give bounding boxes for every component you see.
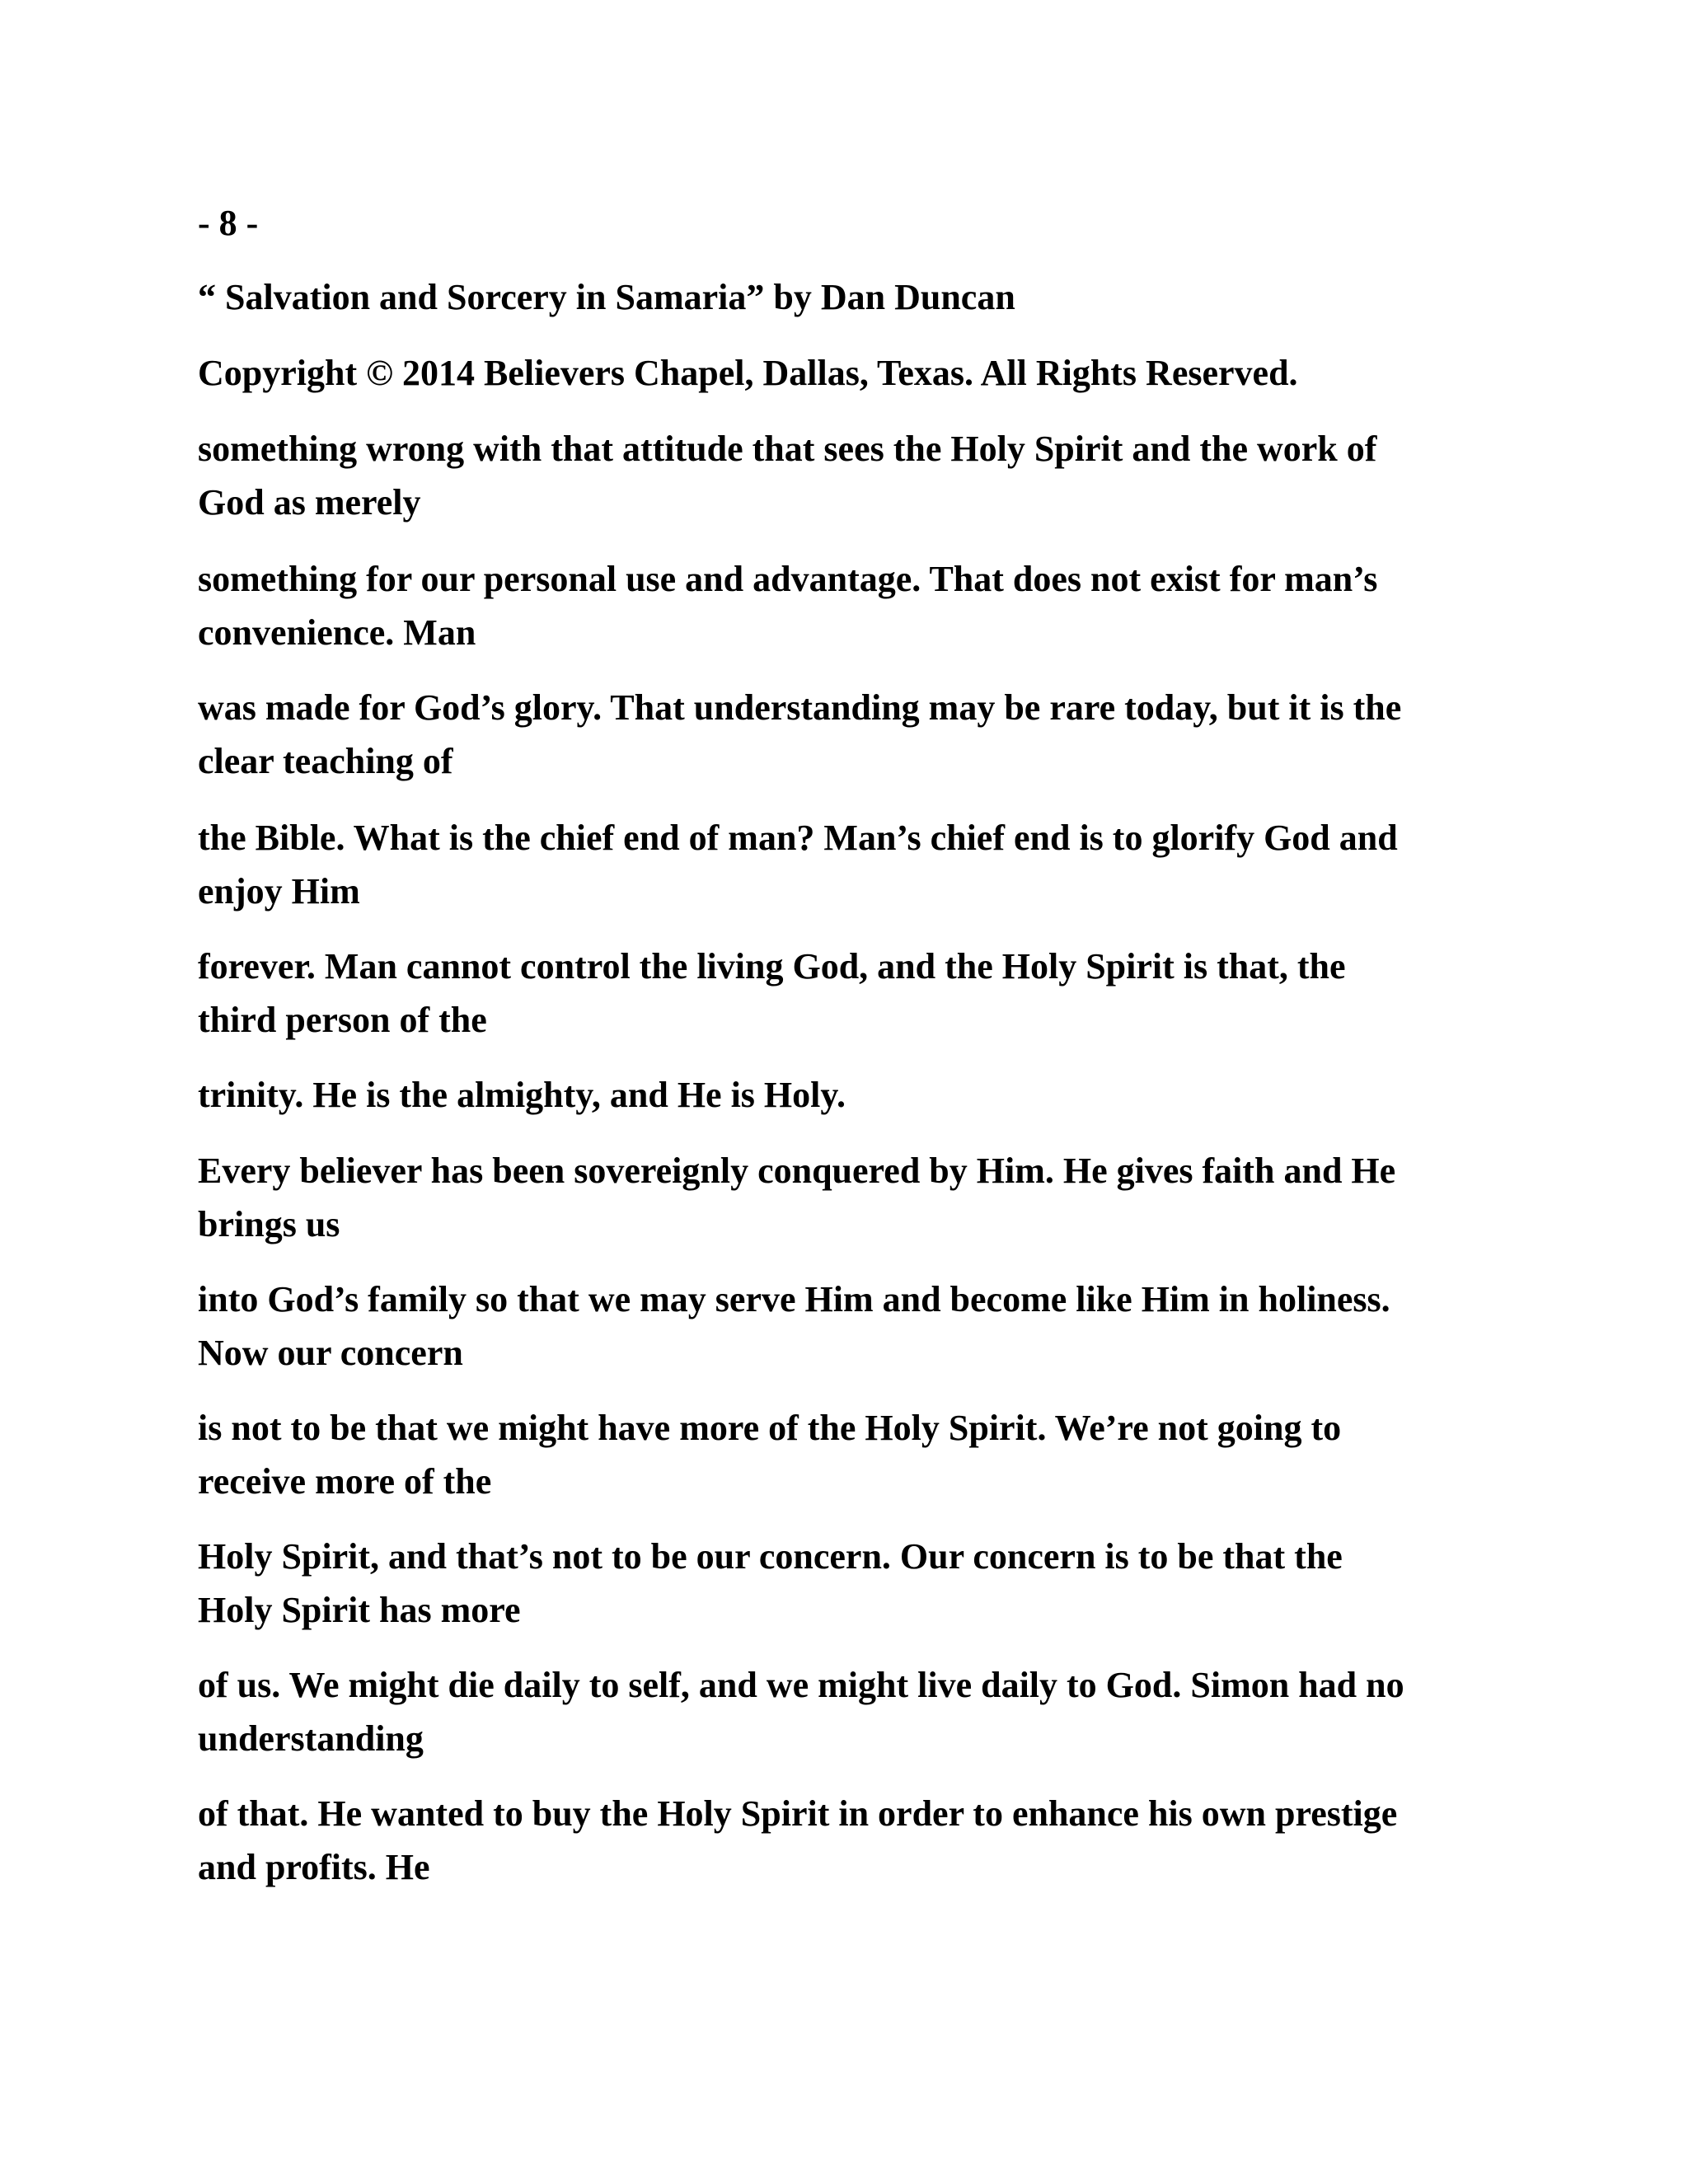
paragraph-7-line-2: brings us <box>198 1204 340 1244</box>
paragraph-12-line-2: and profits. He <box>198 1847 430 1887</box>
paragraph-4-line-1: the Bible. What is the chief end of man? Man’s chief end is to glorify God and <box>198 818 1398 858</box>
document-title: “ Salvation and Sorcery in Samaria” by Dan Duncan <box>198 277 1015 317</box>
paragraph-10-line-2: Holy Spirit has more <box>198 1590 521 1630</box>
paragraph-8-line-2: Now our concern <box>198 1333 463 1373</box>
paragraph-3-line-1: was made for God’s glory. That understanding may be rare today, but it is the <box>198 687 1402 728</box>
paragraph-11-line-1: of us. We might die daily to self, and we might live daily to God. Simon had no <box>198 1665 1404 1705</box>
paragraph-2-line-1: something for our personal use and advantage. That does not exist for man’s <box>198 559 1378 599</box>
paragraph-4-line-2: enjoy Him <box>198 871 360 912</box>
paragraph-1-line-2: God as merely <box>198 482 421 523</box>
paragraph-5-line-2: third person of the <box>198 1000 487 1040</box>
paragraph-11-line-2: understanding <box>198 1718 424 1759</box>
paragraph-7-line-1: Every believer has been sovereignly conquered by Him. He gives faith and He <box>198 1151 1396 1191</box>
paragraph-9-line-2: receive more of the <box>198 1461 492 1502</box>
paragraph-2-line-2: convenience. Man <box>198 612 476 653</box>
paragraph-9-line-1: is not to be that we might have more of the Holy Spirit. We’re not going to <box>198 1408 1342 1448</box>
copyright-notice: Copyright © 2014 Believers Chapel, Dallas, Texas. All Rights Reserved. <box>198 353 1298 393</box>
paragraph-6-line-1: trinity. He is the almighty, and He is Holy. <box>198 1075 846 1115</box>
paragraph-10-line-1: Holy Spirit, and that’s not to be our concern. Our concern is to be that the <box>198 1536 1343 1577</box>
page-number: - 8 - <box>198 203 259 243</box>
paragraph-12-line-1: of that. He wanted to buy the Holy Spirit in order to enhance his own prestige <box>198 1793 1398 1834</box>
paragraph-5-line-1: forever. Man cannot control the living God, and the Holy Spirit is that, the <box>198 946 1346 987</box>
paragraph-8-line-1: into God’s family so that we may serve Him and become like Him in holiness. <box>198 1279 1390 1319</box>
paragraph-3-line-2: clear teaching of <box>198 741 453 781</box>
paragraph-1-line-1: something wrong with that attitude that sees the Holy Spirit and the work of <box>198 429 1377 469</box>
